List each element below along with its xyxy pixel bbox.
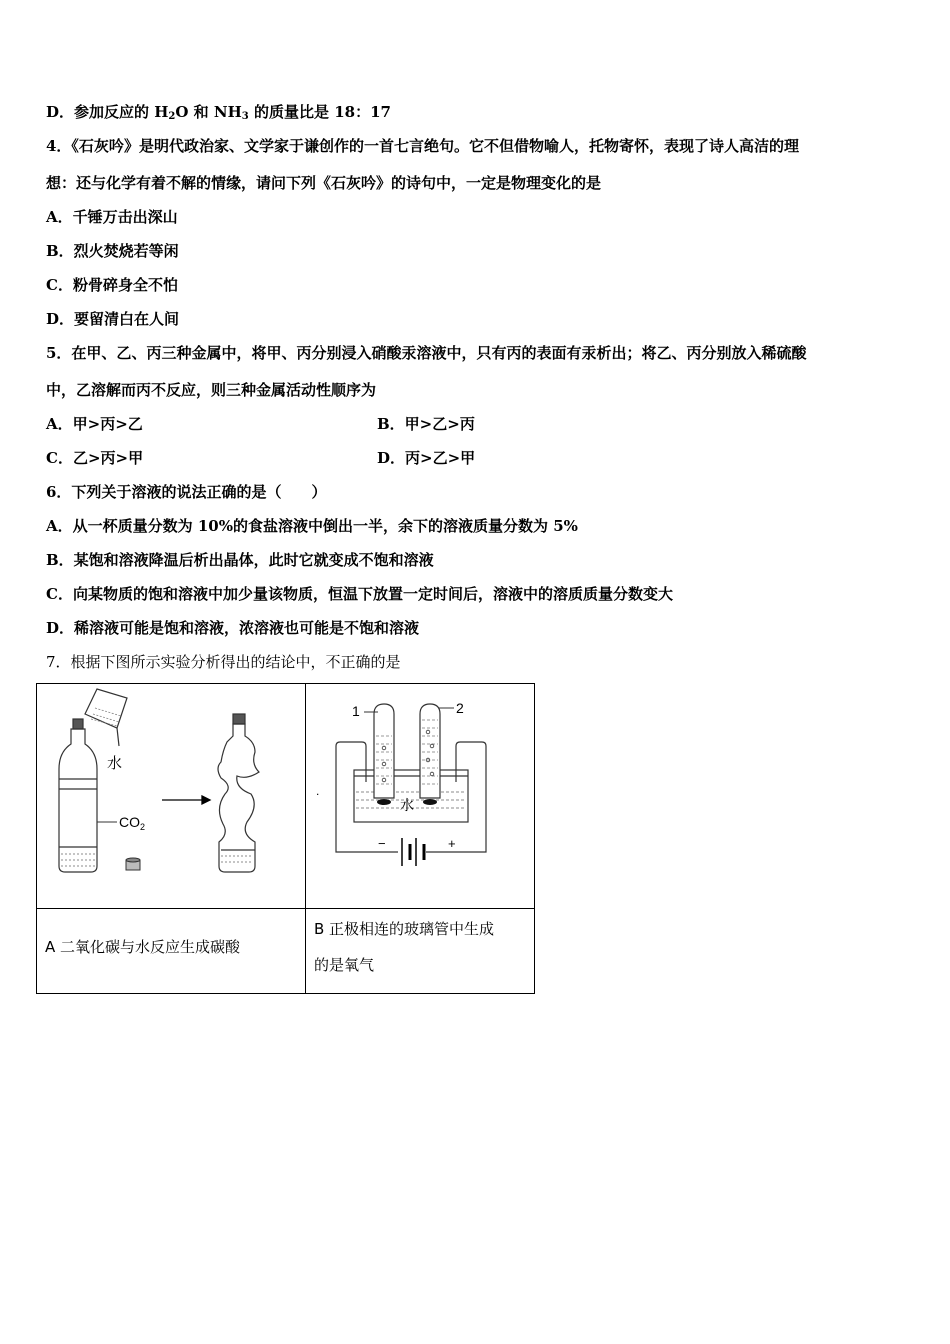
q4-stem-line1: 4．《石灰吟》是明代政治家、文学家于谦创作的一首七言绝句。它不但借物喻人，托物寄怀，表现了诗人高洁的理 (46, 137, 799, 155)
q5-option-a: A．甲>丙>乙 (46, 415, 143, 433)
q5-stem-line1: 5．在甲、乙、丙三种金属中，将甲、丙分别浸入硝酸汞溶液中，只有丙的表面有汞析出；将乙、丙分别放入稀硫酸 (46, 344, 807, 362)
q5-option-b: B．甲>乙>丙 (377, 415, 475, 433)
battery-icon (402, 838, 424, 866)
tube-2-label: 2 (456, 700, 464, 716)
bottle-before (59, 719, 97, 872)
q4-option-d: D．要留清白在人间 (46, 310, 180, 328)
q6-option-d: D．稀溶液可能是饱和溶液，浓溶液也可能是不饱和溶液 (46, 619, 420, 637)
q6-option-b: B．某饱和溶液降温后析出晶体，此时它就变成不饱和溶液 (46, 551, 434, 569)
subscript: 3 (241, 111, 249, 122)
q3-optd-text: D．参加反应的 H (46, 103, 169, 121)
beaker-pouring (85, 689, 127, 746)
beaker-liquid (91, 708, 121, 726)
minus-label: − (378, 836, 386, 851)
caption-b-line2: 的是氧气 (314, 956, 375, 974)
caption-a: A 二氧化碳与水反应生成碳酸 (45, 938, 241, 956)
co2-bottle-diagram (37, 684, 305, 904)
subscript: 2 (168, 111, 176, 122)
caption-a-cell (37, 909, 306, 994)
q6-option-c: C．向某物质的饱和溶液中加少量该物质，恒温下放置一定时间后，溶液中的溶质质量分数变大 (46, 585, 673, 603)
q4-option-a: A．千锤万击出深山 (46, 208, 178, 226)
co2-label: $CO_2$ (119, 814, 146, 832)
q6-stem: 6．下列关于溶液的说法正确的是（ ） (46, 483, 327, 501)
q5-stem-line2: 中，乙溶解而丙不反应，则三种金属活动性顺序为 (46, 381, 377, 399)
q6-option-a: A．从一杯质量分数为 10%的食盐溶液中倒出一半，余下的溶液质量分数为 5% (46, 517, 578, 535)
bottle-after (218, 714, 259, 872)
electrolysis-diagram (306, 684, 534, 904)
q5-option-c: C．乙>丙>甲 (46, 449, 144, 467)
caption-b-line1: B 正极相连的玻璃管中生成 (314, 920, 495, 938)
dot-mark: . (316, 784, 320, 798)
q4-option-b: B．烈火焚烧若等闲 (46, 242, 179, 260)
figure-a-cell (37, 684, 306, 909)
bottle-after-liquid (221, 856, 253, 862)
bottle-cap (126, 858, 140, 870)
water-label: 水 (400, 797, 414, 813)
q4-option-c: C．粉骨碎身全不怕 (46, 276, 178, 294)
plus-label: + (448, 836, 456, 851)
tube-1-label: 1 (352, 703, 360, 719)
q3-optd-text: 的质量比是 18：17 (248, 103, 391, 121)
figure-b-cell (306, 684, 535, 909)
water-label: 水 (107, 755, 123, 772)
arrow-icon (162, 796, 210, 804)
q7-figure-table (36, 683, 535, 994)
bottle-liquid (61, 854, 95, 866)
q4-stem-line2: 想：还与化学有着不解的情缘，请问下列《石灰吟》的诗句中，一定是物理变化的是 (46, 174, 602, 192)
q7-stem: 7．根据下图所示实验分析得出的结论中，不正确的是 (46, 653, 401, 671)
q3-option-d (46, 102, 391, 127)
q5-option-d: D．丙>乙>甲 (377, 449, 476, 467)
caption-b-cell (306, 909, 535, 994)
q3-optd-text: O 和 NH (175, 103, 242, 121)
water-trough (354, 770, 468, 822)
